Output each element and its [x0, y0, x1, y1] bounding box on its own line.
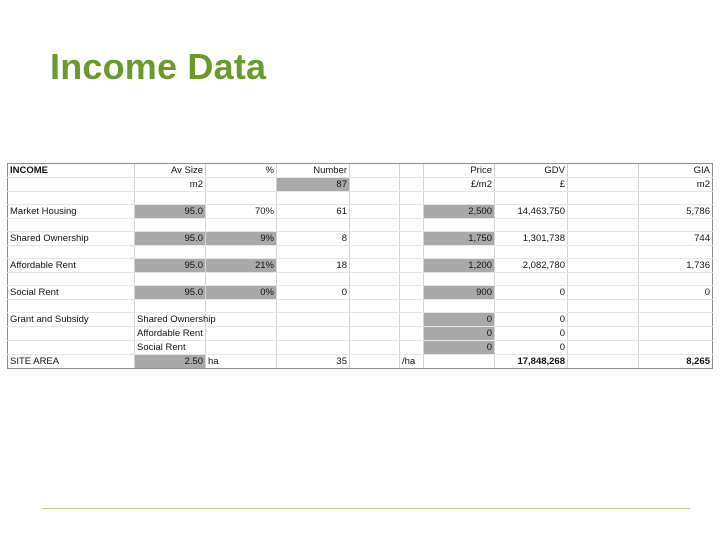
table-cell: 1,736	[639, 259, 713, 273]
table-cell: 8	[277, 232, 350, 246]
footer-divider	[42, 508, 690, 509]
header-cell: Av Size	[135, 164, 206, 178]
header-cell: INCOME	[8, 164, 135, 178]
table-cell: 0	[495, 327, 568, 341]
table-cell: 95.0	[135, 232, 206, 246]
table-cell: Affordable Rent	[135, 327, 206, 341]
table-row	[8, 232, 713, 246]
header-cell: Price	[424, 164, 495, 178]
table-cell: 95.0	[135, 205, 206, 219]
table-row	[8, 205, 713, 219]
table-cell: 0%	[206, 286, 277, 300]
table-cell: 2,082,780	[495, 259, 568, 273]
header-cell: %	[206, 164, 277, 178]
table-cell: 21%	[206, 259, 277, 273]
units-row	[8, 178, 713, 192]
table-cell: 0	[424, 341, 495, 355]
table-cell: 18	[277, 259, 350, 273]
table-cell: 70%	[206, 205, 277, 219]
table-cell: 900	[424, 286, 495, 300]
row-label: Affordable Rent	[8, 259, 135, 273]
header-cell: GIA	[639, 164, 713, 178]
header-cell	[350, 164, 400, 178]
table-cell: 0	[277, 286, 350, 300]
table-cell: 0	[639, 286, 713, 300]
table-row	[8, 341, 713, 355]
unit-cell: m2	[135, 178, 206, 192]
row-label: Shared Ownership	[8, 232, 135, 246]
table-cell: Shared Ownership	[135, 313, 206, 327]
unit-cell: m2	[639, 178, 713, 192]
table-cell: 0	[495, 313, 568, 327]
table-cell: 61	[277, 205, 350, 219]
table-cell: 35	[277, 355, 350, 369]
page-title: Income Data	[50, 46, 267, 87]
header-cell: GDV	[495, 164, 568, 178]
row-label: Grant and Subsidy	[8, 313, 135, 327]
table-row	[8, 327, 713, 341]
row-label: SITE AREA	[8, 355, 135, 369]
table-row	[8, 259, 713, 273]
row-label: Social Rent	[8, 286, 135, 300]
table-cell: 5,786	[639, 205, 713, 219]
table-row	[8, 355, 713, 369]
table-cell: 744	[639, 232, 713, 246]
table-cell: 1,750	[424, 232, 495, 246]
table-cell: 2.50	[135, 355, 206, 369]
table-cell: 0	[495, 341, 568, 355]
header-row	[8, 164, 713, 178]
income-table	[7, 163, 713, 369]
table-cell: 8,265	[639, 355, 713, 369]
header-cell: Number	[277, 164, 350, 178]
row-label: Market Housing	[8, 205, 135, 219]
table-cell: 95.0	[135, 286, 206, 300]
table-cell: 9%	[206, 232, 277, 246]
table-cell: 0	[495, 286, 568, 300]
table-cell: /ha	[400, 355, 424, 369]
table-cell: 17,848,268	[495, 355, 568, 369]
table-cell: 0	[424, 313, 495, 327]
table-row	[8, 286, 713, 300]
table-cell: Social Rent	[135, 341, 206, 355]
unit-cell: 87	[277, 178, 350, 192]
table-cell: ha	[206, 355, 277, 369]
table-cell: 14,463,750	[495, 205, 568, 219]
table-cell: 1,301,738	[495, 232, 568, 246]
table-cell: 2,500	[424, 205, 495, 219]
table-cell: 0	[424, 327, 495, 341]
header-cell	[400, 164, 424, 178]
header-cell	[568, 164, 639, 178]
table-cell: 1,200	[424, 259, 495, 273]
unit-cell: £	[495, 178, 568, 192]
table-row	[8, 313, 713, 327]
unit-cell: £/m2	[424, 178, 495, 192]
table-cell: 95.0	[135, 259, 206, 273]
